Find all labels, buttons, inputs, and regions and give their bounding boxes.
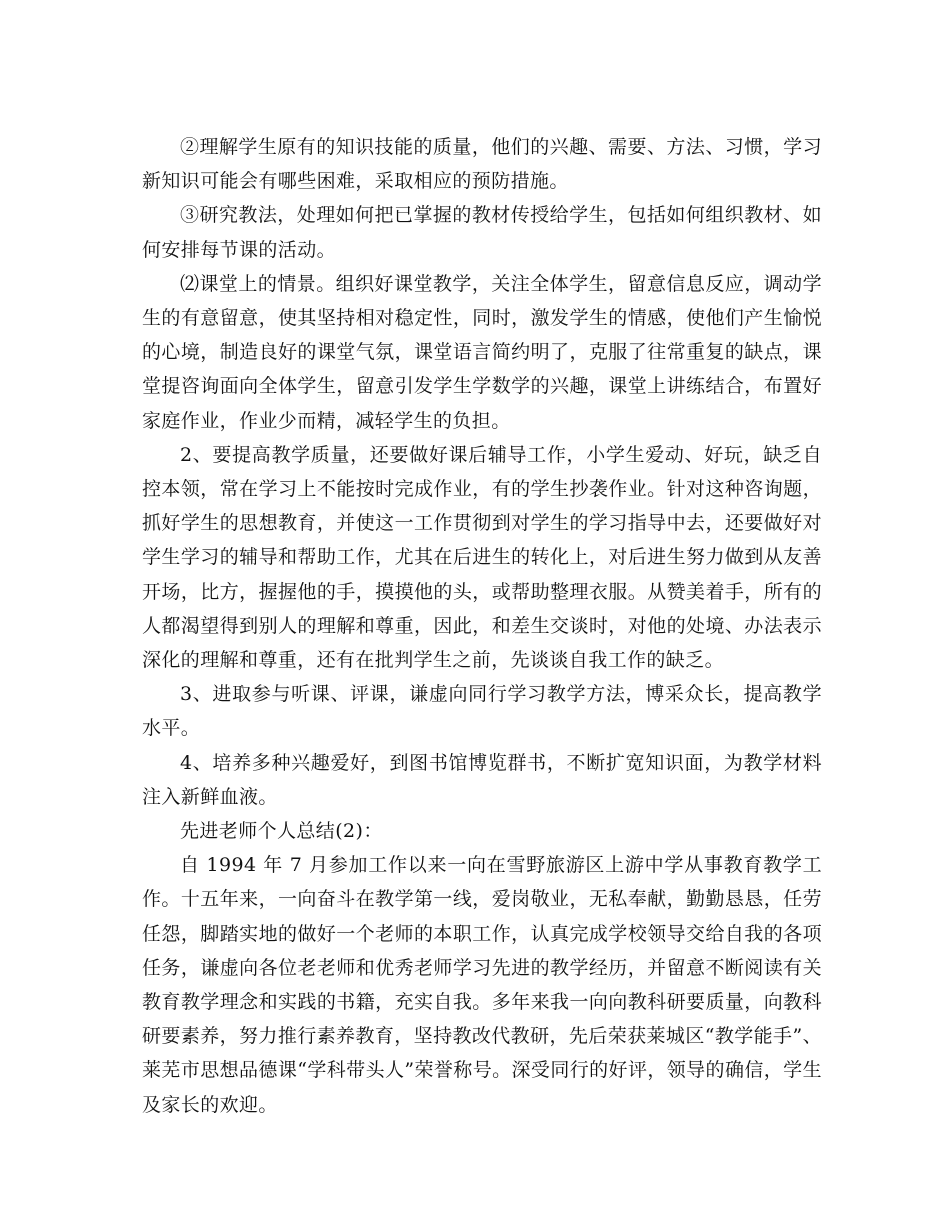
paragraph-lesson-observation: 3、进取参与听课、评课，谦虚向同行学习教学方法，博采众长，提高教学水平。 [142,683,822,740]
section-heading-summary-2: 先进老师个人总结(2)： [180,820,383,843]
paragraph-career-summary: 自 1994 年 7 月参加工作以来一向在雪野旅游区上游中学从事教育教学工作。十五年来，一向奋斗在教学第一线，爱岗敬业，无私奉献，勤勤恳恳，任劳任怨，脚踏实地的做好一个老师的本职工作，认真完成学校领导交给自我的各项任务，谦虚向各位老老师和优秀老师学习先进的教学经历，并留意不断阅读有关教育教学理念和实践的书籍，充实自我。多年来我一向向教科研要质量，向教科研要素养，努力推行素养教育，坚持教改代教研，先后荣获莱城区“教学能手”、莱芜市思想品德课“学科带头人”荣誉称号。深受同行的好评，领导的确信，学生及家长的欢迎。 [142,854,822,1116]
document-page [142,130,822,1122]
paragraph-study-teaching-methods: ③研究教法，处理如何把已掌握的教材传授给学生，包括如何组织教材、如何安排每节课的活动。 [142,204,822,261]
paragraph-broad-interests: 4、培养多种兴趣爱好，到图书馆博览群书，不断扩宽知识面，为教学材料注入新鲜血液。 [142,751,822,808]
paragraph-after-class-tutoring: 2、要提高教学质量，还要做好课后辅导工作，小学生爱动、好玩，缺乏自控本领，常在学习上不能按时完成作业，有的学生抄袭作业。针对这种咨询题，抓好学生的思想教育，并使这一工作贯彻到对学生的学习指导中去，还要做好对学生学习的辅导和帮助工作，尤其在后进生的转化上，对后进生努力做到从友善开场，比方，握握他的手，摸摸他的头，或帮助整理衣服。从赞美着手，所有的人都渴望得到别人的理解和尊重，因此，和差生交谈时，对他的处境、办法表示深化的理解和尊重，还有在批判学生之前，先谈谈自我工作的缺乏。 [142,443,822,672]
paragraph-classroom-situation: ⑵课堂上的情景。组织好课堂教学，关注全体学生，留意信息反应，调动学生的有意留意，使其坚持相对稳定性，同时，激发学生的情感，使他们产生愉悦的心境，制造良好的课堂气氛，课堂语言简约明了，克服了往常重复的缺点，课堂提咨询面向全体学生，留意引发学生学数学的兴趣，课堂上讲练结合，布置好家庭作业，作业少而精，减轻学生的负担。 [142,272,822,432]
paragraph-understand-students: ②理解学生原有的知识技能的质量，他们的兴趣、需要、方法、习惯，学习新知识可能会有哪些困难，采取相应的预防措施。 [142,136,822,193]
